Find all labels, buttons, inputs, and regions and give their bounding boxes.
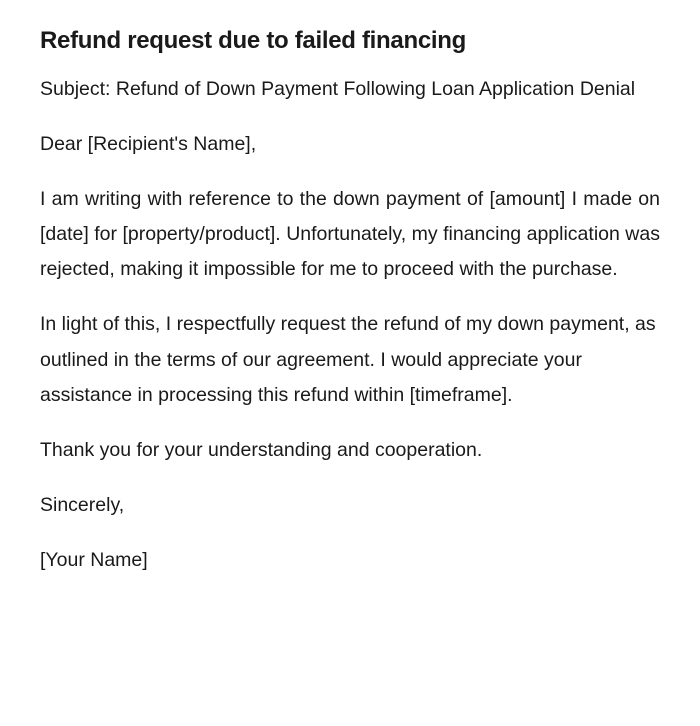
letter-closing: Sincerely,: [40, 493, 125, 516]
letter-signature: [Your Name]: [40, 548, 148, 571]
letter-body-paragraph: I am writing with reference to the down payment of [amount] I made on [date] for [property/product]. Unfortunately, my financing application was rejected, making it impossible for me to proceed with the purchase.: [40, 187, 660, 281]
letter-subject: Subject: Refund of Down Payment Following Loan Application Denial: [40, 78, 636, 100]
letter-title: Refund request due to failed financing: [40, 27, 466, 54]
letter-body-paragraph: Thank you for your understanding and cooperation.: [40, 438, 483, 461]
letter-salutation: Dear [Recipient's Name],: [40, 132, 257, 155]
letter-body-paragraph: In light of this, I respectfully request the refund of my down payment, as outlined in the terms of our agreement. I would appreciate your assistance in processing this refund within [timeframe].: [40, 313, 656, 406]
